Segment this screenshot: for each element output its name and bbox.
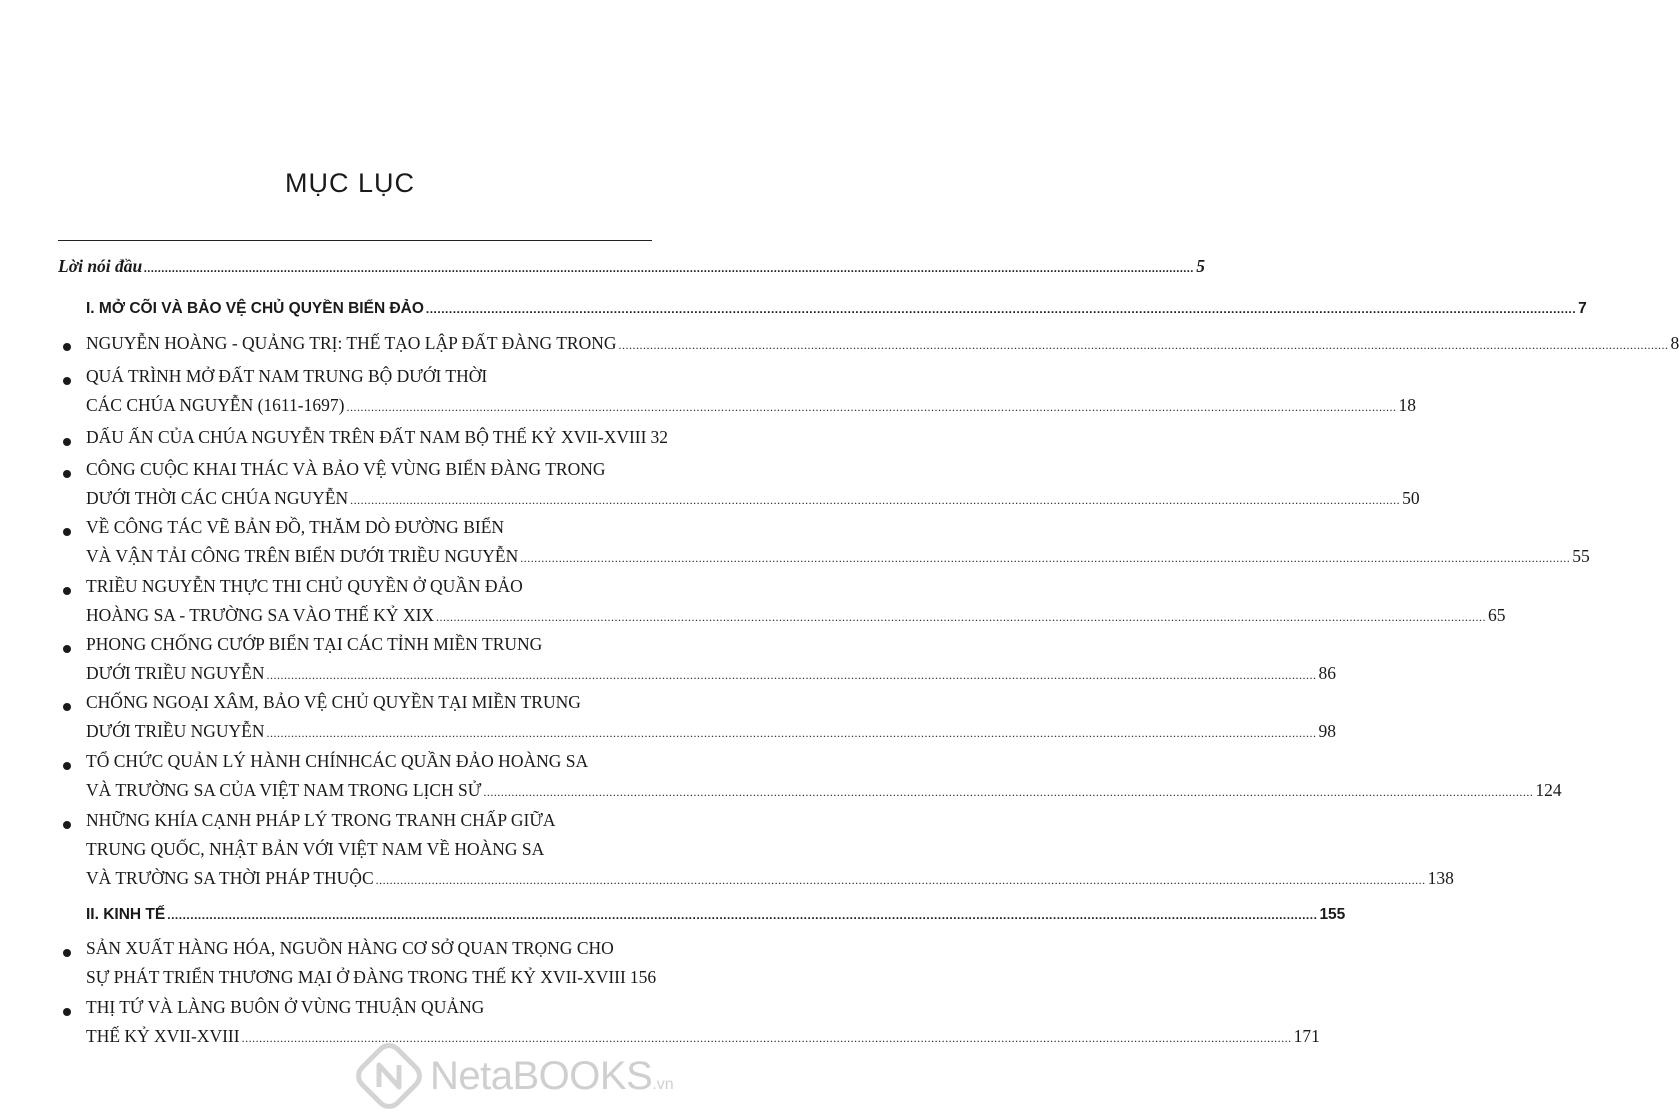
toc-entry-10[interactable] [86,868,1454,894]
toc-entry-text: VÀ VẬN TẢI CÔNG TRÊN BIỂN DƯỚI TRIỀU NGUYỄN [86,546,519,566]
toc-entry-text: DƯỚI TRIỀU NGUYỄN [86,663,265,683]
toc-entry-12-line-1[interactable]: THỊ TỨ VÀ LÀNG BUÔN Ở VÙNG THUẬN QUẢNG [86,997,485,1017]
toc-entry-page: 156 [629,967,657,987]
leader-dots: ............................................................................................................................................................................................................................................................................................................ [618,338,1669,352]
toc-entry-text: DƯỚI TRIỀU NGUYỄN [86,721,265,741]
toc-entry-text: DƯỚI THỜI CÁC CHÚA NGUYỄN [86,488,349,508]
toc-entry-text: SỰ PHÁT TRIỂN THƯƠNG MẠI Ở ĐÀNG TRONG THẾ KỶ XVII-XVIII [86,967,626,987]
toc-section-1-page: 7 [1578,300,1587,317]
toc-entry-6-line-1[interactable]: TRIỀU NGUYỄN THỰC THI CHỦ QUYỀN Ở QUẦN ĐẢO [86,576,523,596]
leader-dots: ............................................................................................................................................................................................................................................................................................................ [483,785,1534,799]
toc-entry-text: HOÀNG SA - TRƯỜNG SA VÀO THẾ KỶ XIX [86,605,435,625]
toc-section-2[interactable] [86,906,1346,932]
bullet-icon [63,821,71,829]
leader-dots: ............................................................................................................................................................................................................................................................................................................ [346,400,1397,414]
toc-entry-11-line-1[interactable]: SẢN XUẤT HÀNG HÓA, NGUỒN HÀNG CƠ SỞ QUAN TRỌNG CHO [86,938,614,958]
toc-entry-text: VÀ TRƯỜNG SA THỜI PHÁP THUỘC [86,868,374,888]
toc-entry-5-line-1[interactable]: VỀ CÔNG TÁC VẼ BẢN ĐỒ, THĂM DÒ ĐƯỜNG BIỂN [86,517,505,537]
toc-entry-text: THẾ KỶ XVII-XVIII [86,1026,240,1046]
toc-entry-page: 171 [1293,1026,1320,1046]
bullet-icon [63,528,71,536]
leader-dots: ............................................................................................................................................................................................................................................................................................................ [167,908,1318,922]
watermark-text [430,1054,674,1099]
toc-entry-9[interactable] [86,780,1562,806]
toc-entry-page: 18 [1398,395,1416,415]
toc-entry-11[interactable] [86,967,657,993]
toc-entry-1[interactable] [86,333,1679,359]
leader-dots: ............................................................................................................................................................................................................................................................................................................ [241,1031,1292,1045]
toc-entry-page: 32 [650,427,668,447]
leader-dots: ............................................................................................................................................................................................................................................................................................................ [350,493,1401,507]
bullet-icon [63,377,71,385]
page-title: MỤC LỤC [284,168,415,198]
toc-entry-text: VÀ TRƯỜNG SA CỦA VIỆT NAM TRONG LỊCH SỬ [86,780,482,800]
bullet-icon [63,949,71,957]
leader-dots: ............................................................................................................................................................................................................................................................................................................ [425,302,1577,316]
toc-preface-page: 5 [1196,256,1206,276]
toc-preface-label: Lời nói đầu [58,256,143,276]
toc-entry-text: NGUYỄN HOÀNG - QUẢNG TRỊ: THẾ TẠO LẬP ĐẤT ĐÀNG TRONG [86,333,617,353]
bullet-icon [63,438,71,446]
bullet-icon [63,645,71,653]
toc-entry-9-line-1[interactable]: TỔ CHỨC QUẢN LÝ HÀNH CHÍNHCÁC QUẦN ĐẢO HOÀNG SA [86,751,589,771]
toc-entry-text: DẤU ẤN CỦA CHÚA NGUYỄN TRÊN ĐẤT NAM BỘ THẾ KỶ XVII-XVIII [86,427,647,447]
toc-entry-6[interactable] [86,605,1506,631]
toc-entry-10-line-2[interactable]: TRUNG QUỐC, NHẬT BẢN VỚI VIỆT NAM VỀ HOÀNG SA [86,839,545,859]
toc-entry-page: 65 [1488,605,1506,625]
toc-entry-page: 138 [1427,868,1454,888]
leader-dots: ............................................................................................................................................................................................................................................................................................................ [375,873,1426,887]
toc-preface[interactable] [58,256,1206,282]
toc-entry-5[interactable] [86,546,1590,572]
bullet-icon [63,587,71,595]
leader-dots: ............................................................................................................................................................................................................................................................................................................ [266,726,1317,740]
toc-section-2-page: 155 [1319,906,1346,923]
title-divider [58,240,652,241]
leader-dots: ............................................................................................................................................................................................................................................................................................................ [266,668,1317,682]
leader-dots: ............................................................................................................................................................................................................................................................................................................ [144,261,1195,275]
toc-entry-4[interactable] [86,488,1420,514]
watermark [358,1040,698,1112]
leader-dots: ............................................................................................................................................................................................................................................................................................................ [436,610,1487,624]
bullet-icon [63,1008,71,1016]
toc-entry-page: 55 [1572,546,1590,566]
toc-entry-4-line-1[interactable]: CÔNG CUỘC KHAI THÁC VÀ BẢO VỆ VÙNG BIỂN ĐÀNG TRONG [86,459,606,479]
toc-entry-8[interactable] [86,721,1337,747]
bullet-icon [63,762,71,770]
toc-entry-page: 98 [1318,721,1337,741]
toc-entry-2-line-1[interactable]: QUÁ TRÌNH MỞ ĐẤT NAM TRUNG BỘ DƯỚI THỜI [86,366,488,386]
toc-entry-page: 86 [1318,663,1337,683]
toc-entry-page: 124 [1535,780,1562,800]
toc-section-1-label: I. MỞ CÕI VÀ BẢO VỆ CHỦ QUYỀN BIỂN ĐẢO [86,300,424,317]
netabooks-logo-icon [358,1045,420,1107]
bullet-icon [63,470,71,478]
toc-entry-3[interactable] [86,427,668,453]
toc-section-1[interactable] [86,300,1587,326]
toc-entry-7[interactable] [86,663,1337,689]
bullet-icon [63,343,71,351]
toc-entry-7-line-1[interactable]: PHONG CHỐNG CƯỚP BIỂN TẠI CÁC TỈNH MIỀN TRUNG [86,634,543,654]
toc-entry-page: 50 [1402,488,1420,508]
toc-entry-page: 8 [1670,333,1679,353]
watermark-brand: NetaBOOKS [430,1053,653,1098]
toc-entry-10-line-1[interactable]: NHỮNG KHÍA CẠNH PHÁP LÝ TRONG TRANH CHẤP GIỮA [86,810,556,830]
leader-dots: ............................................................................................................................................................................................................................................................................................................ [520,551,1571,565]
watermark-suffix: .vn [652,1075,674,1093]
bullet-icon [63,703,71,711]
toc-entry-8-line-1[interactable]: CHỐNG NGOẠI XÂM, BẢO VỆ CHỦ QUYỀN TẠI MIỀN TRUNG [86,692,581,712]
toc-entry-text: CÁC CHÚA NGUYỄN (1611-1697) [86,395,345,415]
toc-section-2-label: II. KINH TẾ [86,906,166,923]
toc-entry-2[interactable] [86,395,1416,421]
